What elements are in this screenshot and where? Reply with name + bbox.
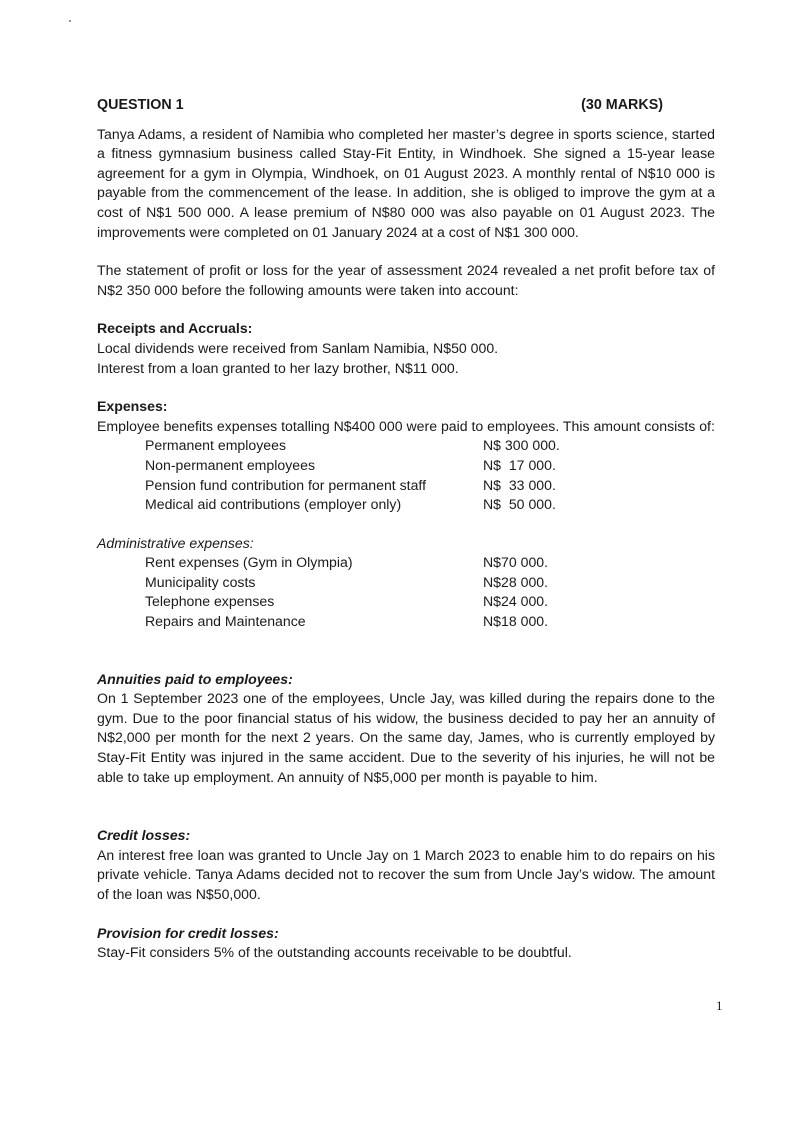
item-amount: N$18 000. bbox=[483, 613, 549, 630]
item-label: Rent expenses (Gym in Olympia) bbox=[145, 554, 353, 571]
item-label: Telephone expenses bbox=[145, 593, 275, 610]
question-title: QUESTION 1 bbox=[97, 97, 184, 113]
item-amount: N$70 000. bbox=[483, 554, 549, 571]
receipt-line-interest: Interest from a loan granted to her lazy brother, N$11 000. bbox=[97, 359, 459, 376]
question-marks: (30 MARKS) bbox=[581, 97, 663, 113]
scan-mark bbox=[69, 20, 71, 22]
provision-heading: Provision for credit losses: bbox=[97, 924, 279, 941]
item-label: Pension fund contribution for permanent staff bbox=[145, 476, 427, 493]
item-amount: N$ 300 000. bbox=[483, 437, 560, 454]
question-header bbox=[97, 96, 715, 116]
table-row bbox=[145, 456, 560, 476]
receipts-heading: Receipts and Accruals: bbox=[97, 320, 253, 337]
intro-paragraph: Tanya Adams, a resident of Namibia who completed her master’s degree in sports science, started a fitness gymnasium business called Stay-Fit Entity, in Windhoek. She signed a 15-year lease agreement for a gym in Olympia, Windhoek, on 01 August 2023. A monthly rental of N$10 000 is payable from the commencement of the lease. In addition, she is obliged to improve the gym at a cost of N$1 500 000. A lease premium of N$80 000 was also payable on 01 August 2023. The improvements were completed on 01 January 2024 at a cost of N$1 300 000. bbox=[97, 125, 715, 240]
table-row bbox=[145, 592, 548, 612]
credit-losses-heading: Credit losses: bbox=[97, 827, 191, 844]
item-amount: N$24 000. bbox=[483, 593, 549, 610]
page-number: 1 bbox=[716, 998, 723, 1013]
table-row bbox=[145, 495, 560, 515]
profit-paragraph: The statement of profit or loss for the year of assessment 2024 revealed a net profit before tax of N$2 350 000 before the following amounts were taken into account: bbox=[97, 262, 715, 298]
table-row bbox=[145, 573, 548, 593]
item-label: Medical aid contributions (employer only) bbox=[145, 496, 402, 513]
item-label: Municipality costs bbox=[145, 573, 256, 590]
item-amount: N$28 000. bbox=[483, 573, 549, 590]
item-label: Permanent employees bbox=[145, 437, 287, 454]
expenses-heading: Expenses: bbox=[97, 398, 168, 415]
question-content bbox=[97, 96, 715, 963]
expenses-intro: Employee benefits expenses totalling N$400 000 were paid to employees. This amount consists of: bbox=[97, 417, 715, 434]
table-row bbox=[145, 436, 560, 456]
employee-benefits-table bbox=[145, 436, 560, 514]
item-amount: N$ 17 000. bbox=[483, 456, 556, 473]
receipt-line-dividends: Local dividends were received from Sanlam Namibia, N$50 000. bbox=[97, 339, 499, 356]
annuities-text: On 1 September 2023 one of the employees, Uncle Jay, was killed during the repairs done to the gym. Due to the poor financial status of his widow, the business decided to pay her an annuity of N$2,000 per month for the next 2 years. On the same day, James, who is currently employed by Stay-Fit Entity was injured in the same accident. Due to the severity of his injuries, he will not be able to take up employment. An annuity of N$5,000 per month is payable to him. bbox=[97, 690, 715, 785]
provision-text: Stay-Fit considers 5% of the outstanding accounts receivable to be doubtful. bbox=[97, 944, 572, 961]
table-row bbox=[145, 476, 560, 496]
credit-losses-text: An interest free loan was granted to Uncle Jay on 1 March 2023 to enable him to do repairs on his private vehicle. Tanya Adams decided not to recover the sum from Uncle Jay’s widow. The amount of the loan was N$50,000. bbox=[97, 846, 715, 902]
admin-expenses-table bbox=[145, 553, 548, 631]
item-amount: N$ 50 000. bbox=[483, 496, 556, 513]
annuities-heading: Annuities paid to employees: bbox=[97, 670, 293, 687]
table-row bbox=[145, 553, 548, 573]
item-label: Non-permanent employees bbox=[145, 456, 315, 473]
item-label: Repairs and Maintenance bbox=[145, 613, 306, 630]
table-row bbox=[145, 612, 548, 632]
item-amount: N$ 33 000. bbox=[483, 476, 556, 493]
admin-heading: Administrative expenses: bbox=[97, 534, 254, 551]
